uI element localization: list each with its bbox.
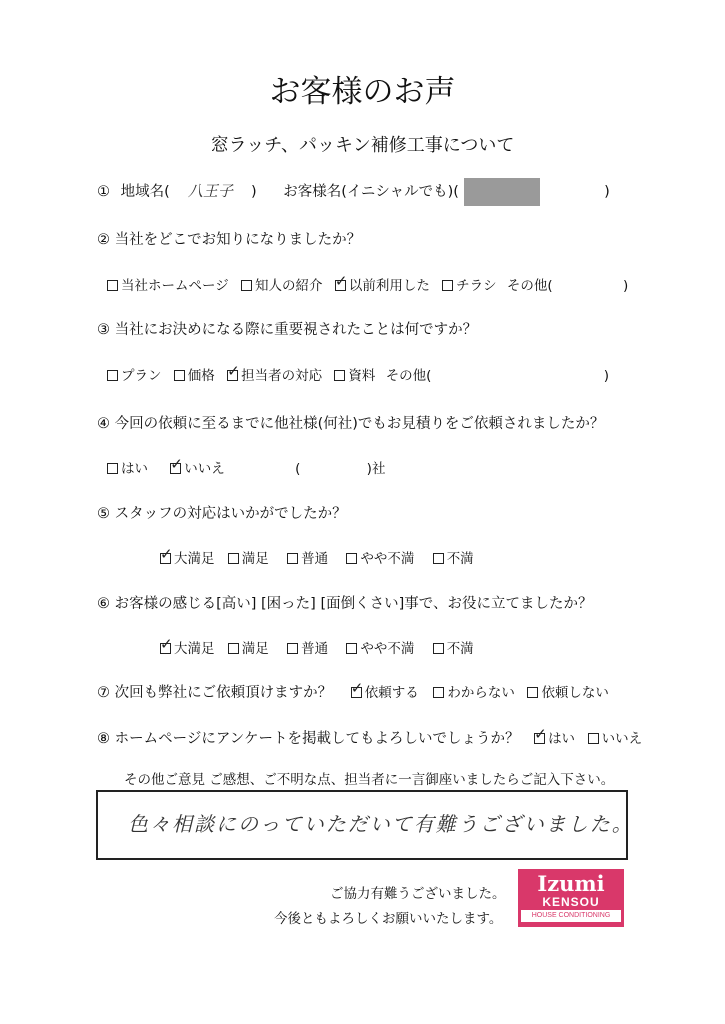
comments-handwritten: 色々相談にのっていただいて有難うございました。 — [128, 812, 634, 836]
q2-option[interactable]: 当社ホームページ — [107, 278, 229, 294]
question-8-text: ⑧ ホームページにアンケートを掲載してもよろしいでしょうか？ — [97, 731, 520, 747]
q5-options — [160, 547, 474, 567]
q2-option[interactable]: チラシ — [442, 278, 497, 294]
q6-option[interactable]: ✓大満足 — [160, 641, 215, 657]
q5-option[interactable]: やや不満 — [346, 551, 414, 567]
customer-name-label: お客様名(イニシャルでも)( — [283, 184, 459, 200]
checkbox[interactable] — [107, 463, 118, 474]
checkbox[interactable] — [241, 280, 252, 291]
q3-options — [107, 364, 609, 384]
q2-option[interactable]: ✓ 以前利用した — [335, 278, 430, 294]
company-logo — [518, 869, 624, 927]
q4-options — [107, 457, 385, 477]
q5-option[interactable]: ✓大満足 — [160, 551, 215, 567]
footer-regards: 今後ともよろしくお願いいたします。 — [274, 911, 503, 927]
logo-line-2: KENSOU — [542, 895, 600, 909]
customer-name-close: ) — [604, 184, 610, 200]
q6-option[interactable]: 普通 — [287, 641, 328, 657]
question-1-number: ① — [97, 184, 110, 200]
checkbox[interactable] — [433, 643, 444, 654]
checkbox[interactable] — [334, 370, 345, 381]
q3-option[interactable]: 資料 — [334, 368, 375, 384]
page-subtitle: 窓ラッチ、パッキン補修工事について — [210, 135, 515, 156]
q3-option[interactable]: プラン — [107, 368, 162, 384]
q4-count-close: )社 — [366, 461, 386, 477]
checkbox[interactable] — [527, 687, 538, 698]
question-2: ② 当社をどこでお知りになりましたか？ — [97, 232, 362, 248]
area-value[interactable]: 八王子 — [187, 182, 233, 200]
q8-option[interactable]: いいえ — [588, 731, 643, 747]
question-4: ④ 今回の依頼に至るまでに他社様(何社)でもお見積りをご依頼されましたか？ — [97, 416, 605, 432]
area-label: 地域名( — [120, 184, 170, 200]
q6-options — [160, 637, 474, 657]
q5-option[interactable]: 満足 — [228, 551, 269, 567]
checkbox-checked[interactable] — [335, 280, 346, 291]
checkbox-checked[interactable] — [160, 553, 171, 564]
q6-option[interactable]: やや不満 — [346, 641, 414, 657]
page-title: お客様のお声 — [269, 74, 456, 110]
q4-option[interactable]: ✓ いいえ — [170, 461, 225, 477]
checkbox[interactable] — [346, 643, 357, 654]
checkbox[interactable] — [346, 553, 357, 564]
q2-other-label: その他( — [506, 278, 553, 294]
question-7 — [97, 681, 609, 702]
q4-count-open: ( — [295, 461, 301, 477]
q2-option[interactable]: 知人の紹介 — [241, 278, 323, 294]
checkbox[interactable] — [228, 643, 239, 654]
logo-line-3: HOUSE CONDITIONING — [521, 910, 621, 922]
q3-option[interactable]: 価格 — [174, 368, 215, 384]
question-5: ⑤ スタッフの対応はいかがでしたか？ — [97, 506, 347, 522]
q2-other-close: ) — [623, 278, 629, 294]
footer-thanks: ご協力有難うございました。 — [330, 886, 506, 902]
question-6: ⑥ お客様の感じる[高い] [困った] [面倒くさい]事で、お役に立てましたか？ — [97, 596, 593, 612]
q6-option[interactable]: 満足 — [228, 641, 269, 657]
checkbox[interactable] — [287, 643, 298, 654]
question-7-text: ⑦ 次回も弊社にご依頼頂けますか？ — [97, 685, 333, 701]
comments-label: その他ご意見 ご感想、ご不明な点、担当者に一言御座いましたらご記入下さい。 — [124, 772, 615, 788]
checkbox-checked[interactable] — [160, 643, 171, 654]
checkbox[interactable] — [107, 370, 118, 381]
q7-option[interactable]: 依頼しない — [527, 685, 609, 701]
q3-other-label: その他( — [385, 368, 432, 384]
q3-other-close: ) — [603, 368, 610, 384]
checkbox[interactable] — [442, 280, 453, 291]
q8-option[interactable]: ✓ はい — [534, 731, 575, 747]
question-8 — [97, 727, 642, 748]
q5-option[interactable]: 普通 — [287, 551, 328, 567]
checkbox-checked[interactable] — [534, 733, 545, 744]
q2-options — [107, 274, 628, 294]
logo-line-1: Izumi — [537, 871, 605, 896]
checkbox[interactable] — [588, 733, 599, 744]
checkbox[interactable] — [287, 553, 298, 564]
customer-name-redacted — [464, 178, 540, 206]
q4-option[interactable]: はい — [107, 461, 148, 477]
q6-option[interactable]: 不満 — [433, 641, 474, 657]
checkbox[interactable] — [433, 687, 444, 698]
checkbox-checked[interactable] — [227, 370, 238, 381]
checkbox[interactable] — [107, 280, 118, 291]
checkbox[interactable] — [174, 370, 185, 381]
area-close: ) — [251, 184, 257, 200]
question-3: ③ 当社にお決めになる際に重要視されたことは何ですか？ — [97, 322, 478, 338]
q7-option[interactable]: ✓ 依頼する — [351, 685, 419, 701]
checkbox-checked[interactable] — [170, 463, 181, 474]
checkbox[interactable] — [433, 553, 444, 564]
q7-option[interactable]: わからない — [433, 685, 515, 701]
q3-option[interactable]: ✓ 担当者の対応 — [227, 368, 322, 384]
question-1 — [97, 178, 610, 206]
q5-option[interactable]: 不満 — [433, 551, 474, 567]
checkbox[interactable] — [228, 553, 239, 564]
checkbox-checked[interactable] — [351, 687, 362, 698]
